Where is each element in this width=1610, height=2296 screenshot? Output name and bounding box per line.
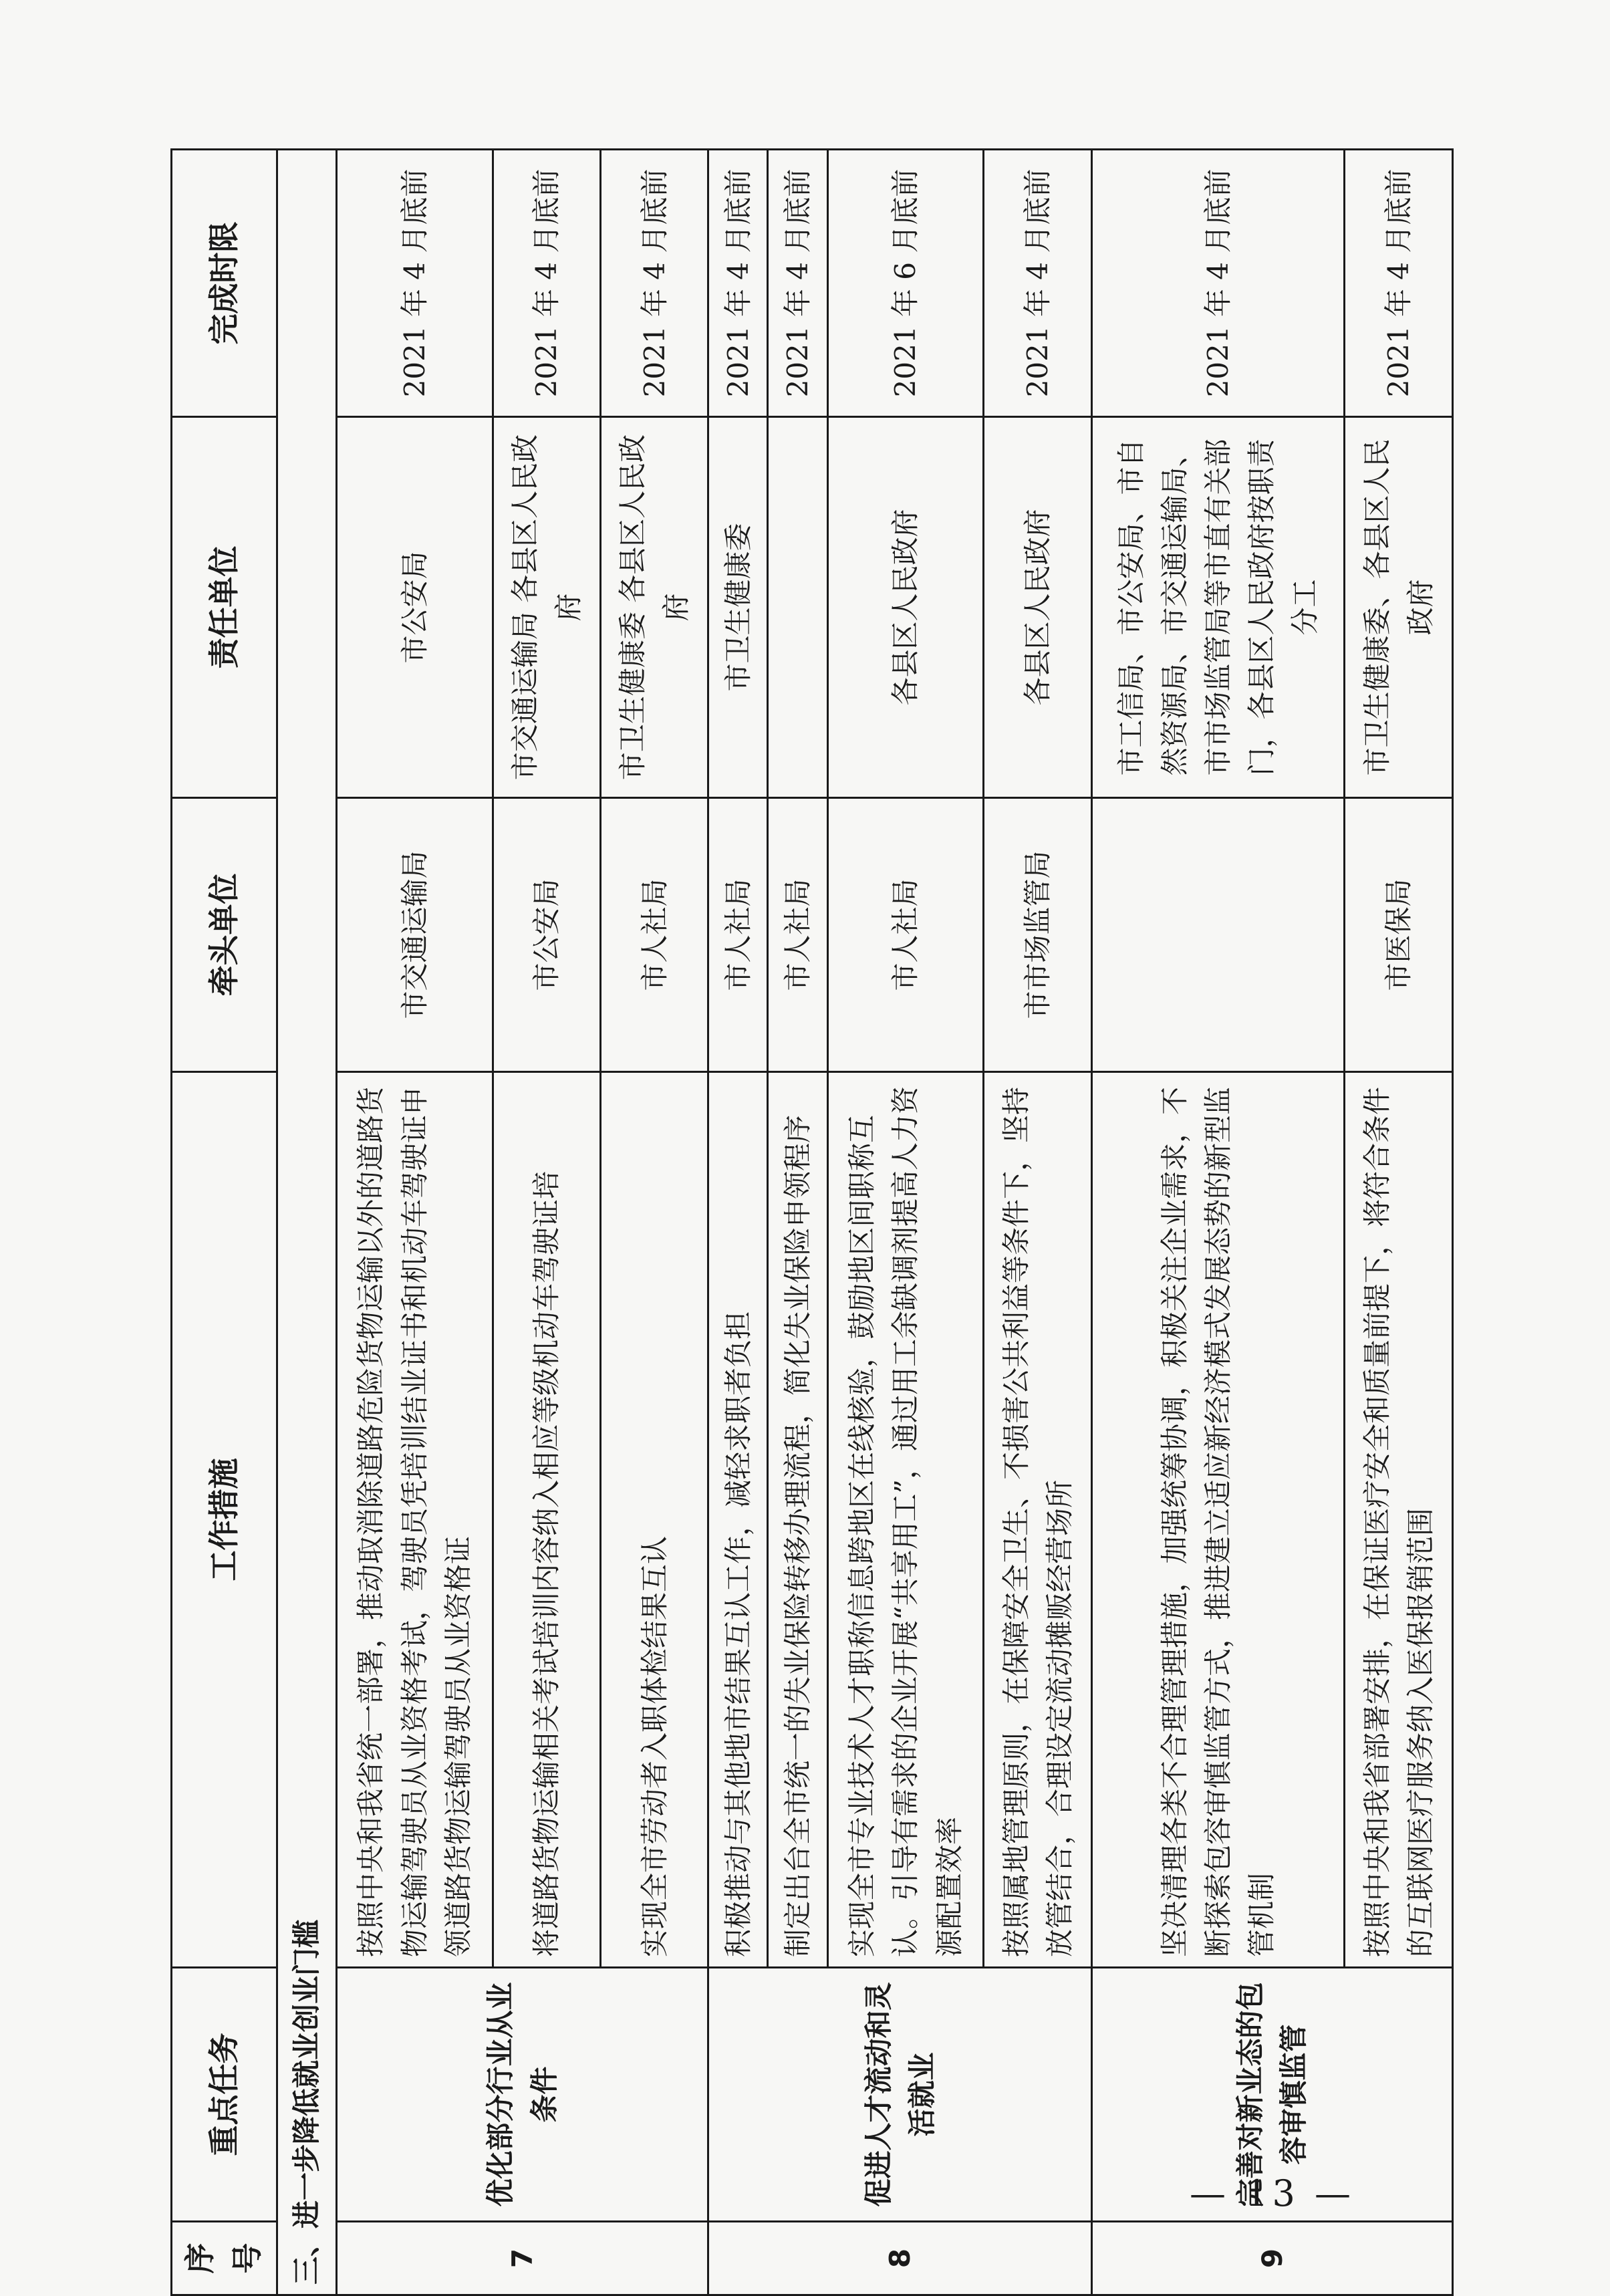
rotated-table-page [170,150,1454,2296]
resp-cell [768,417,827,798]
measure-cell: 坚决清理各类不合理管理措施，加强统筹协调，积极关注企业需求，不断探索包容审慎监管方式，推进建立适应新经济模式发展态势的新型监管机制 [1091,1072,1345,1968]
deadline-cell: 2021 年 4 月底前 [1345,150,1453,417]
deadline-cell: 2021 年 6 月底前 [827,150,984,417]
header-lead: 牵头单位 [172,798,277,1072]
table-row [708,150,768,2295]
work-measures-table [170,148,1454,2296]
lead-cell: 市人社局 [768,798,827,1072]
resp-cell: 市工信局、市公安局、市自然资源局、市交通运输局、市市场监管局等市直有关部门，各县区人民政府按职责分工 [1091,417,1345,798]
seq-cell: 8 [708,2222,1091,2295]
resp-cell: 各县区人民政府 [984,417,1091,798]
table-row [1091,150,1345,2295]
lead-cell: 市公安局 [493,798,600,1072]
measure-cell: 实现全市劳动者入职体检结果互认 [600,1072,708,1968]
table-row [336,150,493,2295]
resp-cell: 各县区人民政府 [827,417,984,798]
header-row [172,150,277,2295]
measure-cell: 按照中央和我省部署安排，在保证医疗安全和质量前提下，将符合条件的互联网医疗服务纳入医保报销范围 [1345,1072,1453,1968]
lead-cell: 市医保局 [1345,798,1453,1072]
lead-cell: 市交通运输局 [336,798,493,1072]
page-number: — 13 — [1190,2172,1355,2214]
resp-cell: 市卫生健康委 各县区人民政府 [600,417,708,798]
lead-cell: 市人社局 [708,798,768,1072]
lead-cell: 市市场监管局 [984,798,1091,1072]
task-cell: 完善对新业态的包容审慎监管 [1091,1968,1452,2222]
deadline-cell: 2021 年 4 月底前 [768,150,827,417]
header-task: 重点任务 [172,1968,277,2222]
measure-cell: 实现全市专业技术人才职称信息跨地区在线核验，鼓励地区间职称互认。引导有需求的企业开展“共享用工”，通过用工余缺调剂提高人力资源配置效率 [827,1072,984,1968]
seq-cell: 7 [336,2222,708,2295]
header-measures: 工作措施 [172,1072,277,1968]
resp-cell: 市交通运输局 各县区人民政府 [493,417,600,798]
measure-cell: 将道路货物运输相关考试培训内容纳入相应等级机动车驾驶证培 [493,1072,600,1968]
header-seq: 序号 [172,2222,277,2295]
lead-cell: 市人社局 [600,798,708,1072]
header-resp: 责任单位 [172,417,277,798]
deadline-cell: 2021 年 4 月底前 [1091,150,1345,417]
resp-cell: 市卫生健康委、各县区人民政府 [1345,417,1453,798]
seq-cell: 9 [1091,2222,1452,2295]
deadline-cell: 2021 年 4 月底前 [984,150,1091,417]
section-title: 三、进一步降低就业创业门槛 [277,150,336,2295]
task-cell: 优化部分行业从业条件 [336,1968,708,2222]
measure-cell: 按照中央和我省统一部署，推动取消除道路危险货物运输以外的道路货物运输驾驶员从业资格考试，驾驶员凭培训结业证书和机动车驾驶证申领道路货物运输驾驶员从业资格证 [336,1072,493,1968]
header-deadline: 完成时限 [172,150,277,417]
resp-cell: 市公安局 [336,417,493,798]
measure-cell: 按照属地管理原则，在保障安全卫生、不损害公共利益等条件下，坚持放管结合，合理设定流动摊贩经营场所 [984,1072,1091,1968]
lead-cell: 市人社局 [827,798,984,1072]
lead-cell [1091,798,1345,1072]
measure-cell: 制定出台全市统一的失业保险转移办理流程，简化失业保险申领程序 [768,1072,827,1968]
measure-cell: 积极推动与其他地市结果互认工作，减轻求职者负担 [708,1072,768,1968]
deadline-cell: 2021 年 4 月底前 [708,150,768,417]
section-row [277,150,336,2295]
deadline-cell: 2021 年 4 月底前 [493,150,600,417]
resp-cell: 市卫生健康委 [708,417,768,798]
deadline-cell: 2021 年 4 月底前 [600,150,708,417]
deadline-cell: 2021 年 4 月底前 [336,150,493,417]
task-cell: 促进人才流动和灵活就业 [708,1968,1091,2222]
